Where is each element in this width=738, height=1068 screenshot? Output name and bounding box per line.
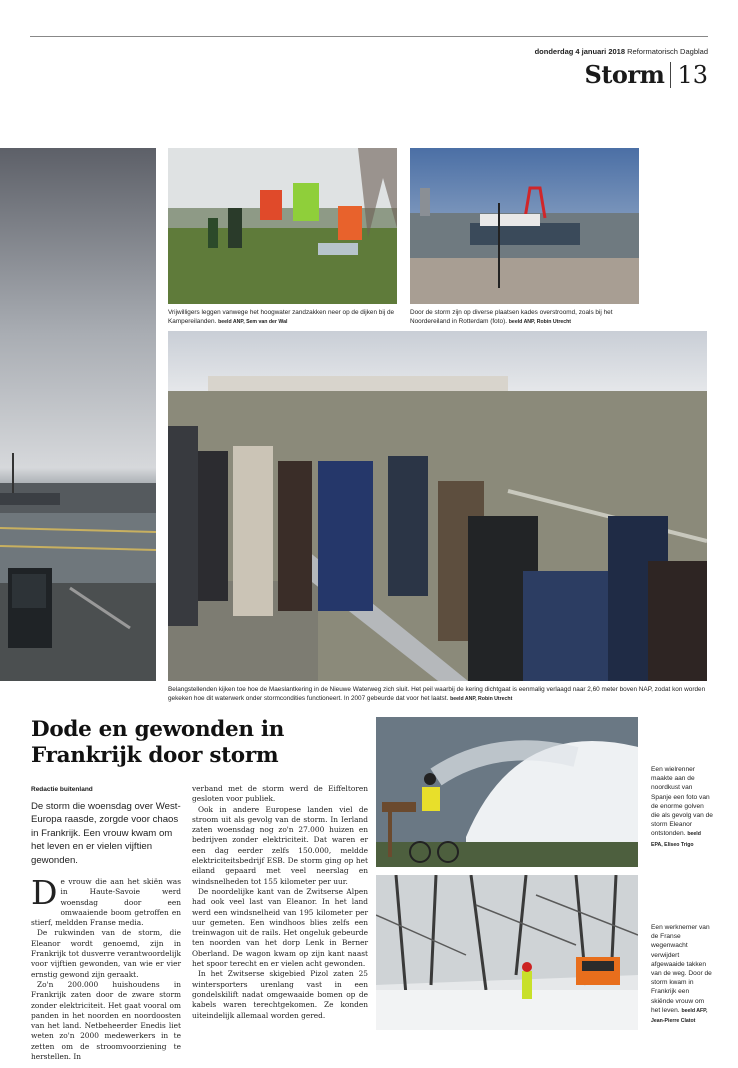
header-rule: [30, 36, 708, 37]
photo-credit: beeld ANP, Sem van der Wal: [218, 319, 288, 325]
caption-volunteers: [168, 308, 397, 327]
photo-maeslantkering: [168, 331, 707, 681]
article-paragraph: [31, 873, 181, 928]
article-paragraph: Zo'n 200.000 huishoudens in Frankrijk zaten door de zware storm zonder elektriciteit. Het gaat vooral om panden in het noorden en noordoosten van het land. Netbeheerder Enedis liet weten zo'n 2000 medewerkers in te zetten om de stroomvoorziening te herstellen. In: [31, 979, 181, 1062]
article-paragraph: De noordelijke kant van de Zwitserse Alpen had ook veel last van Eleanor. In het land werd een windsnelheid van 195 kilometer per uur gemeten. Een windhoos blies zelfs een treinwagon uit de rails. Het ongeluk gebeurde ten noorden van het dorp Lenk in Berner Oberland. De wagon kwam op zijn kant naast het spoor terecht en er vielen acht gewonden.: [192, 886, 368, 969]
photo-snowy-road: [376, 875, 638, 1030]
photo-harbor-left: [0, 148, 156, 681]
section-divider: [670, 62, 671, 88]
photo-rotterdam: [410, 148, 639, 304]
caption-text: Belangstellenden kijken toe hoe de Maeslantkering in de Nieuwe Waterweg zich sluit. Het peil waarbij de kering dichtgaat is eenmalig verlaagd naar 2,60 meter boven NAP, zodat kon worden gekeken hoe dit waterwerk onder stormcondities functioneert. In 2007 gebeurde dat voor het laatst.: [168, 686, 706, 702]
article-paragraph: De rukwinden van de storm, die Eleanor wordt genoemd, zijn in Frankrijk tot dusverre verantwoordelijk voor vijftien gewonden, van wie er vier ernstig gewond zijn geraakt.: [31, 928, 181, 979]
dateline: [535, 47, 708, 56]
photo-credit: beeld EPA, Eliseo Trigo: [651, 831, 701, 848]
date: donderdag 4 januari 2018: [534, 47, 626, 56]
article-lead: De storm die woensdag over West-Europa raasde, zorgde voor chaos in Frankrijk. Een vrouw kwam om het leven en er vielen vijftien gewonden.: [31, 801, 181, 866]
caption-text: Een wielrenner maakte aan de noordkust van Spanje een foto van de enorme golven die als gevolg van de storm Eleanor ontstonden.: [651, 766, 713, 838]
article-paragraph: Ook in andere Europese landen viel de stroom uit als gevolg van de storm. In Ierland zaten woensdag nog zo'n 27.000 huizen en bedrijven zonder elektriciteit. Dat waren er een dag eerder zelfs 150.000, meldde elektriciteitsbedrijf ESB. De storm ging op het eiland gepaard met veel neerslag en windsnelheden tot 155 kilometer per uur.: [192, 804, 368, 886]
photo-cyclist-waves: [376, 717, 638, 867]
caption-text: Een werknemer van de Franse wegenwacht verwijdert afgewaaide takken van de weg. Door de storm kwam in Frankrijk een skiënde vrouw om het leven.: [651, 924, 712, 1014]
article-headline: Dode en gewonden in Frankrijk door storm: [31, 717, 285, 768]
article-byline: Redactie buitenland: [31, 786, 93, 793]
article-paragraph: verband met de storm werd de Eiffeltoren gesloten voor publiek.: [192, 784, 368, 804]
paper-name: Reformatorisch Dagblad: [627, 47, 708, 56]
caption-cyclist: [651, 765, 713, 850]
section-header: [584, 60, 708, 89]
photo-credit: beeld ANP, Robin Utrecht: [450, 696, 513, 702]
article-column-1: [31, 873, 181, 1062]
caption-maeslantkering: [168, 685, 707, 704]
caption-rotterdam: [410, 308, 640, 327]
photo-volunteers: [168, 148, 397, 304]
paragraph-text: e vrouw die aan het skiën was in Haute-Savoie werd woensdag door een omwaaiende boom getroffen en stierf, meldden Franse media.: [31, 877, 181, 928]
article-paragraph: In het Zwitserse skigebied Pizol zaten 25 wintersporters urenlang vast in een gondelskilift nadat omgewaaide bomen op de kabels waren terechtgekomen. Ze konden uiteindelijk allemaal worden gered.: [192, 969, 368, 1020]
article-column-2: [192, 784, 368, 1021]
page-number: 13: [677, 60, 708, 89]
caption-snowy-road: [651, 923, 713, 1026]
caption-text: Door de storm zijn op diverse plaatsen kades overstroomd, zoals bij het Noordereiland in Rotterdam (foto).: [410, 309, 613, 325]
drop-cap: D: [31, 873, 58, 912]
section-name: Storm: [584, 60, 665, 89]
caption-text: Vrijwilligers leggen vanwege het hoogwater zandzakken neer op de dijken bij de Kampereilanden.: [168, 309, 395, 325]
photo-credit: beeld AFP, Jean-Pierre Clatot: [651, 1007, 708, 1025]
photo-credit: beeld ANP, Robin Utrecht: [508, 319, 572, 325]
